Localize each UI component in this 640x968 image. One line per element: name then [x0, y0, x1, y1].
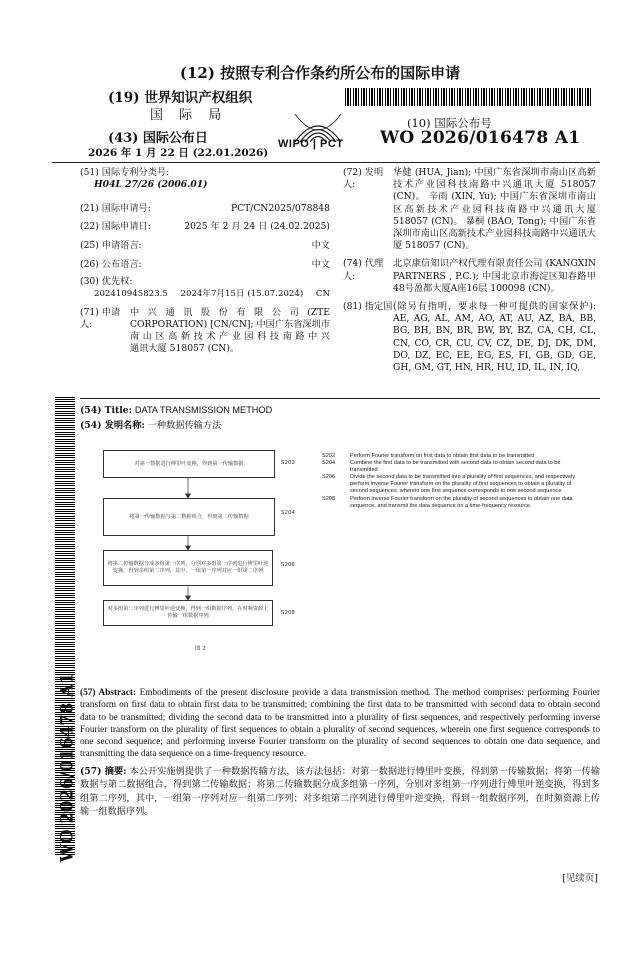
agent-label: (74) 代理人: [343, 258, 384, 282]
inventors-value: 华健 (HUA, Jian); 中国广东省深圳市南山区高新技术产业园科技南路中兴通讯大厦 518057 (CN)。 辛雨 (XIN, Yu); 中国广东省深圳市南山区高新技术产业园科技南路中兴通讯大厦 518057 (CN)。 暴桐 (BAO, Tong); 中国广东省深圳市南山区高新技术产业园科技南路中兴通讯大厦 518057 (CN)。 [393, 167, 596, 252]
legend-item: S204 Combine the first data to be transmitted with second data to obtain second data to be transmitted [322, 460, 561, 474]
flow-step-2-label: S204 [281, 510, 295, 516]
title-en-row [80, 404, 272, 417]
filing-language-label: (25) 申请语言: [80, 239, 142, 251]
priority-label: (30) 优先权: [80, 276, 133, 288]
publication-language-value: 中文 [311, 259, 330, 271]
publication-date-value: 2026 年 1 月 22 日 (22.01.2026) [88, 147, 269, 159]
figure-caption: 图 2 [195, 646, 206, 652]
priority-date: 2024年7月15日 (15.07.2024) [180, 289, 304, 300]
flow-step-3-label: S206 [281, 562, 295, 568]
flow-step-3-text: 将第二传输数据分成多组第一序列，分别对多组第一序列进行傅里叶逆变换，得到多组第二序列，其中，一组第一序列对应一组第二序列 [107, 561, 269, 574]
flow-step-1-text: 对第一数据进行傅里叶变换，得到第一传输数据 [134, 460, 244, 467]
title-zh-value: 一种数据传输方法 [147, 420, 222, 431]
barcode [345, 88, 593, 106]
flow-step-4-box [103, 600, 273, 626]
abstract-zh [80, 765, 600, 819]
abstract-en-text: Embodiments of the present disclosure provide a data transmission method. The method comprises: performing Fourier transform on first data to obtain first data to be transmitted; combining the first data to be transmitted with second data to obtain second data to be transmitted; dividing the second data to be transmitted into a plurality of first sequences, and respectively performing inverse Fourier transform on the plurality of first sequences to obtain a plurality of second sequences, wherein one first sequence corresponds to one second sequence; and performing inverse Fourier transform on the plurality of second sequences to obtain one data sequence, and transmitting the data sequence on a time-frequency resource. [80, 688, 600, 760]
title-zh-row [80, 420, 221, 432]
publication-date-label: (43) 国际公布日 [108, 131, 208, 146]
priority-country: CN [315, 289, 330, 300]
figure-legend [322, 453, 582, 510]
legend-item: S202 Perform Fourier transform on first data to obtain first data to be transmitted [322, 453, 535, 459]
agent-row [343, 258, 596, 295]
filing-date-value: 2025 年 2 月 24 日 (24.02.2025) [184, 220, 330, 232]
legend-item: S208 Perform inverse Fourier transform on the plurality of second sequences to obtain one data sequence, and transmit the data sequence on a time-frequency resource [322, 495, 573, 509]
flow-step-2-box [103, 498, 275, 536]
flowchart-figure [95, 444, 320, 652]
application-number-value: PCT/CN2025/078848 [230, 203, 330, 215]
flow-step-2-text: 将第一传输数据与第二数据组合，得到第二传输数据 [129, 513, 249, 520]
abstract-zh-label: (57) 摘要: [80, 766, 127, 777]
continued-note: [见续页] [562, 873, 598, 884]
title-en-label: (54) Title: [80, 405, 132, 416]
designated-states-row [343, 301, 596, 374]
filing-language-value: 中文 [311, 239, 330, 251]
document-title: (12) 按照专利合作条约所公布的国际申请 [179, 64, 461, 82]
ipc-label: (51) 国际专利分类号: [80, 167, 170, 178]
abstract-en-label: (57) Abstract: [80, 688, 137, 698]
wipo-pct-wordmark: WIPO | PCT [278, 138, 344, 150]
international-bureau: 国 际 局 [150, 108, 228, 123]
priority-row [80, 288, 330, 300]
abstract-en [80, 687, 600, 761]
flow-step-1-label: S202 [281, 460, 295, 466]
flow-step-3-box [103, 550, 273, 586]
priority-number: 202410945823.5 [94, 289, 168, 300]
flow-step-4-label: S208 [281, 610, 295, 616]
section-divider [80, 398, 600, 399]
legend-item: S206 Divide the second data to be transmitted into a plurality of first sequences, and respectively perform inverse Fourier transform on the plurality of first sequences to obtain a plurality of second sequences, wherein one first sequence corresponds to one second sequence [322, 474, 576, 495]
publication-number-label: (10) 国际公布号 [407, 116, 492, 130]
applicant-row [80, 307, 330, 356]
filing-date-label: (22) 国际申请日: [80, 220, 151, 232]
organization-name: (19) 世界知识产权组织 [108, 90, 253, 106]
flow-step-1-box [103, 450, 275, 478]
header-divider [52, 162, 600, 163]
designated-states-value: (除另有指明，要求每一种可提供的国家保护): AE, AG, AL, AM, AO, AT, AU, AZ, BA, BB, BG, BH, BN, BR, BW, BY, BZ, CA, CH, CL, CN, CO, CR, CU, CV, CZ, DE, DJ, DK, DM, DO, DZ, EC, EE, EG, ES, FI, GB, GD, GE, GH, GM, GT, HN, HR, HU, ID, IL, IN, IQ, [393, 301, 596, 374]
ipc-value: H04L 27/26 (2006.01) [94, 179, 208, 191]
application-number-row [80, 203, 330, 215]
publication-language-row [80, 259, 330, 271]
title-en-value: DATA TRANSMISSION METHOD [134, 405, 273, 415]
publication-language-label: (26) 公布语言: [80, 259, 142, 271]
designated-states-label: (81) 指定国 [343, 301, 393, 313]
left-bibliographic-column [80, 167, 330, 355]
title-zh-label: (54) 发明名称: [80, 420, 145, 431]
applicant-label: (71) 申请人: [80, 306, 121, 330]
inventors-label: (72) 发明人: [343, 167, 384, 191]
flow-step-4-text: 对多组第二序列进行傅里叶逆变换，得到一组数据序列，在时频资源上传输一组数据序列 [107, 606, 269, 619]
filing-language-row [80, 240, 330, 252]
side-publication-number: WO 2026/016478 A1 [57, 672, 77, 863]
right-bibliographic-column [343, 167, 596, 374]
filing-date-row [80, 221, 330, 233]
abstract-zh-text: 本公开实施例提供了一种数据传输方法，该方法包括：对第一数据进行傅里叶变换，得到第一传输数据；将第一传输数据与第二数据组合，得到第二传输数据；将第二传输数据分成多组第一序列，分别对多组第一序列进行傅里叶逆变换，得到多组第二序列，其中，一组第一序列对应一组第二序列；对多组第二序列进行傅里叶逆变换，得到一组数据序列，在时频资源上传输一组数据序列。 [80, 766, 601, 818]
applicant-value: 中 兴 通 讯 股 份 有 限 公 司 (ZTE CORPORATION) [CN/CN]; 中国广东省深圳市南 山 区 高 新 技 术 产 业 园 科 技 南 路 中 兴 通讯大厦 518057 (CN)。 [130, 306, 330, 355]
publication-number: WO 2026/016478 A1 [380, 128, 581, 148]
inventors-row [343, 167, 596, 252]
agent-value: 北京康信知识产权代理有限责任公司 (KANGXIN PARTNERS , P.C.); 中国北京市海淀区知春路甲48号盈都大厦A座16层 100098 (CN)。 [393, 258, 596, 294]
application-number-label: (21) 国际申请号: [80, 203, 151, 215]
